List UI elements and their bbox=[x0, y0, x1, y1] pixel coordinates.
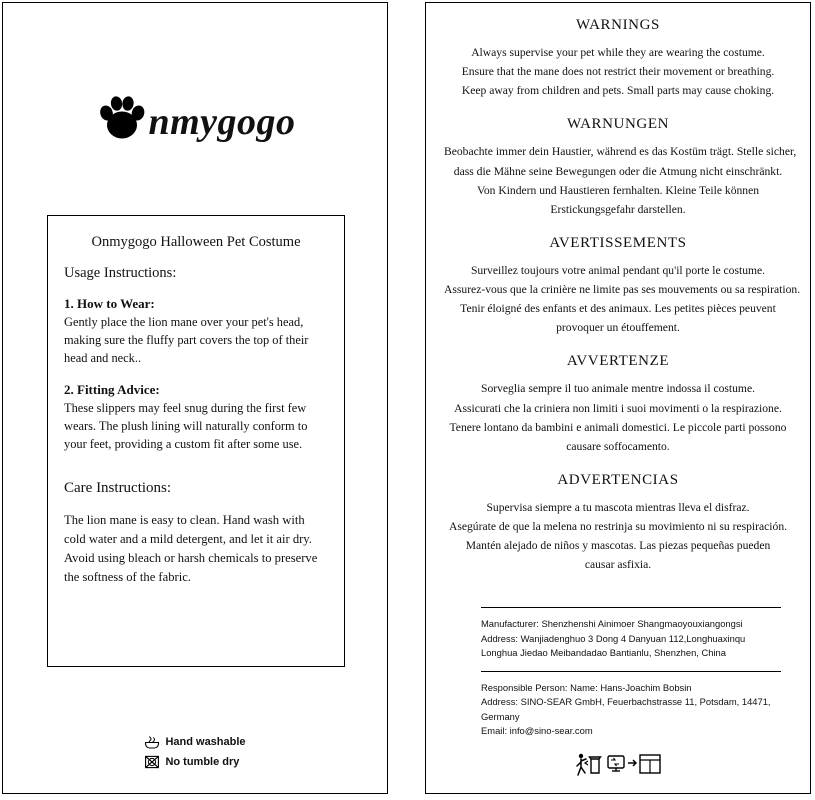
left-panel bbox=[2, 2, 388, 794]
brand-lockup bbox=[3, 91, 387, 152]
responsible-person-line: Responsible Person: Name: Hans-Joachim Bobsin bbox=[481, 681, 692, 693]
warning-line: Tenir éloigné des enfants et des animaux. Les petites pièces peuvent bbox=[460, 302, 776, 316]
fitting-advice-body: These slippers may feel snug during the first few wears. The plush lining will naturally conform to your feet, providing a custom fit after some use. bbox=[64, 400, 308, 451]
disposal-icons bbox=[426, 751, 810, 779]
care-symbol-label: No tumble dry bbox=[165, 755, 240, 768]
fitting-advice-heading: 2. Fitting Advice: bbox=[64, 381, 160, 397]
right-panel bbox=[425, 2, 811, 794]
no-tumble-dry-icon bbox=[144, 754, 160, 770]
responsible-person-line: Address: SINO-SEAR GmbH, Feuerbachstrasse 11, Potsdam, 14471, bbox=[481, 696, 771, 708]
brand-name: nmygogo bbox=[148, 100, 296, 143]
warning-block-de bbox=[444, 116, 797, 219]
responsible-person-details bbox=[481, 681, 781, 739]
recycle-packaging-icon bbox=[606, 756, 664, 773]
warning-heading: AVVERTENZE bbox=[566, 353, 670, 370]
warning-heading: AVERTISSEMENTS bbox=[549, 234, 687, 251]
warning-line: Sorveglia sempre il tuo animale mentre indossa il costume. bbox=[481, 382, 755, 396]
warning-line: Beobachte immer dein Haustier, während es das Kostüm trägt. Stelle sicher, bbox=[444, 145, 797, 159]
care-instructions-heading: Care Instructions: bbox=[64, 479, 172, 496]
warning-line: Asegúrate de que la melena no restrinja su movimiento ni su respiración. bbox=[448, 520, 788, 533]
warning-block-fr bbox=[444, 234, 801, 338]
warning-line: Supervisa siempre a tu mascota mientras lleva el disfraz. bbox=[486, 500, 750, 514]
warning-line: causare soffocamento. bbox=[566, 439, 670, 453]
no-throw-litter-icon bbox=[572, 756, 606, 773]
divider bbox=[481, 671, 781, 672]
warning-body bbox=[444, 261, 801, 338]
responsible-person-email: Email: info@sino-sear.com bbox=[481, 725, 593, 737]
warning-block-it bbox=[444, 353, 792, 456]
warning-line: Erstickungsgefahr darstellen. bbox=[550, 202, 686, 216]
care-symbols bbox=[3, 734, 387, 775]
warning-block-es bbox=[444, 472, 792, 575]
warning-body bbox=[444, 498, 792, 575]
warning-line: provoquer un étouffement. bbox=[556, 321, 680, 335]
care-symbol-row bbox=[144, 734, 245, 750]
how-to-wear-heading: 1. How to Wear: bbox=[64, 296, 155, 311]
usage-instructions-heading: Usage Instructions: bbox=[64, 265, 177, 281]
warning-line: Surveillez toujours votre animal pendant qu'il porte le costume. bbox=[470, 263, 766, 277]
warning-heading: ADVERTENCIAS bbox=[557, 471, 679, 488]
manufacturer-line: Manufacturer: Shenzhenshi Ainimoer Shangmaoyouxiangongsi bbox=[481, 618, 743, 629]
warning-line: Ensure that the mane does not restrict their movement or breathing. bbox=[461, 65, 775, 79]
warning-heading: WARNINGS bbox=[576, 17, 660, 33]
manufacturer-details bbox=[481, 617, 781, 661]
warning-line: Assurez-vous que la crinière ne limite pas ses mouvements ou sa respiration. bbox=[444, 283, 801, 296]
care-symbol-label: Hand washable bbox=[165, 735, 246, 748]
hand-wash-icon bbox=[144, 734, 160, 750]
warning-line: causar asfixia. bbox=[584, 558, 652, 572]
warning-line: Mantén alejado de niños y mascotas. Las piezas pequeñas pueden bbox=[465, 539, 771, 553]
product-title: Onmygogo Halloween Pet Costume bbox=[91, 234, 301, 250]
paw-print-icon bbox=[94, 89, 150, 150]
usage-instructions-box bbox=[47, 215, 345, 667]
warning-heading: WARNUNGEN bbox=[566, 116, 670, 133]
manufacturer-line: Address: Wanjiadenghuo 3 Dong 4 Danyuan 112,Longhuaxinqu bbox=[481, 632, 746, 644]
warning-line: Keep away from children and pets. Small parts may cause choking. bbox=[461, 84, 775, 98]
warning-line: dass die Mähne seine Bewegungen oder die Atmung nicht einschränkt. bbox=[453, 164, 783, 178]
care-instructions-body: The lion mane is easy to clean. Hand wash with cold water and a mild detergent, and let it air dry. Avoid using bleach or harsh chemicals to preserve the softness of the fabric. bbox=[64, 512, 318, 584]
warning-body bbox=[444, 43, 792, 100]
warning-line: Tenere lontano da bambini e animali domestici. Le piccole parti possono bbox=[449, 420, 787, 434]
warning-line: Assicurati che la criniera non limiti i suoi movimenti o la respirazione. bbox=[454, 401, 782, 415]
warning-body bbox=[444, 379, 792, 456]
manufacturer-block bbox=[481, 607, 781, 739]
responsible-person-line: Germany bbox=[481, 710, 520, 722]
warning-block-en bbox=[444, 17, 792, 100]
how-to-wear-body: Gently place the lion mane over your pet's head, making sure the fluffy part covers the top of their head and neck.. bbox=[64, 315, 309, 365]
warning-body bbox=[444, 142, 797, 219]
warning-line: Always supervise your pet while they are wearing the costume. bbox=[471, 46, 765, 59]
care-symbol-row bbox=[144, 754, 245, 770]
warning-line: Von Kindern und Haustieren fernhalten. Kleine Teile können bbox=[476, 183, 760, 197]
manufacturer-line: Longhua Jiedao Meibandadao Bantianlu, Shenzhen, China bbox=[481, 647, 726, 659]
